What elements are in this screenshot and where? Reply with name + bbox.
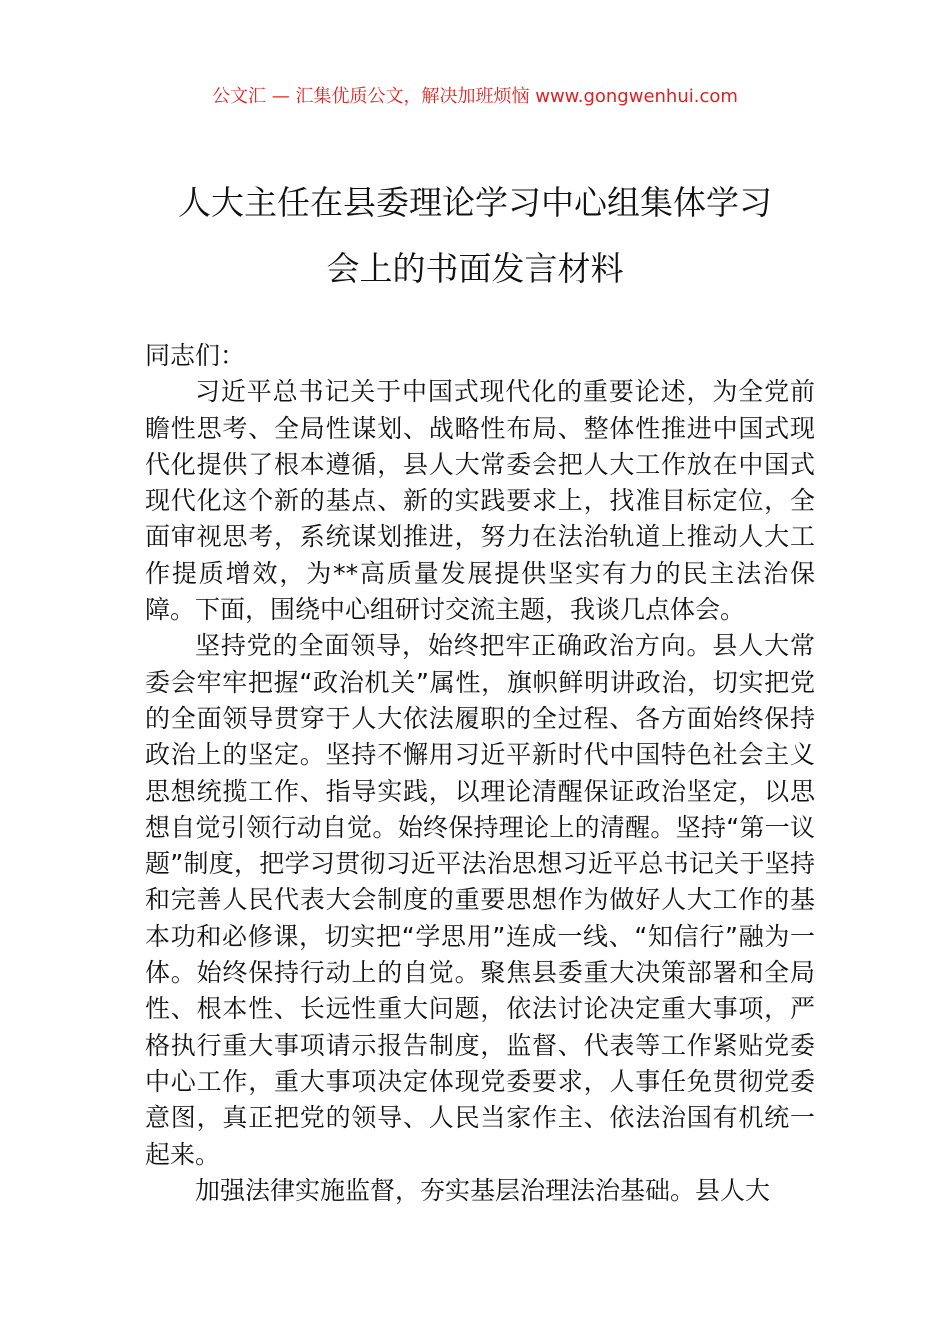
document-title-line-1: 人大主任在县委理论学习中心组集体学习 bbox=[178, 183, 772, 222]
paragraph-law-supervision: 加强法律实施监督，夯实基层治理法治基础。县人大 bbox=[195, 1175, 771, 1205]
salutation: 同志们： bbox=[145, 341, 246, 370]
header-banner: 公文汇 — 汇集优质公文，解决加班烦恼 www.gongwenhui.com bbox=[212, 86, 738, 107]
document-title bbox=[120, 170, 830, 302]
document-body bbox=[145, 338, 815, 1209]
paragraph-intro: 习近平总书记关于中国式现代化的重要论述，为全党前瞻性思考、全局性谋划、战略性布局、整体性推进中国式现代化提供了根本遵循，县人大常委会把人大工作放在中国式现代化这个新的基点、新的实践要求上，找准目标定位，全面审视思考，系统谋划推进，努力在法治轨道上推动人大工作提质增效，为**高质量发展提供坚实有力的民主法治保障。下面，围绕中心组研讨交流主题，我谈几点体会。 bbox=[145, 377, 815, 625]
document-title-line-2: 会上的书面发言材料 bbox=[326, 249, 624, 288]
paragraph-party-leadership: 坚持党的全面领导，始终把牢正确政治方向。县人大常委会牢牢把握“政治机关”属性，旗帜鲜明讲政治，切实把党的全面领导贯穿于人大依法履职的全过程、各方面始终保持政治上的坚定。坚持不懈用习近平新时代中国特色社会主义思想统揽工作、指导实践，以理论清醒保证政治坚定，以思想自觉引领行动自觉。始终保持理论上的清醒。坚持“第一议题”制度，把学习贯彻习近平法治思想习近平总书记关于坚持和完善人民代表大会制度的重要思想作为做好人大工作的基本功和必修课，切实把“学思用”连成一线、“知信行”融为一体。始终保持行动上的自觉。聚焦县委重大决策部署和全局性、根本性、长远性重大问题，依法讨论决定重大事项，严格执行重大事项请示报告制度，监督、代表等工作紧贴党委中心工作，重大事项决定体现党委要求，人事任免贯彻党委意图，真正把党的领导、人民当家作主、依法治国有机统一起来。 bbox=[145, 631, 815, 1169]
